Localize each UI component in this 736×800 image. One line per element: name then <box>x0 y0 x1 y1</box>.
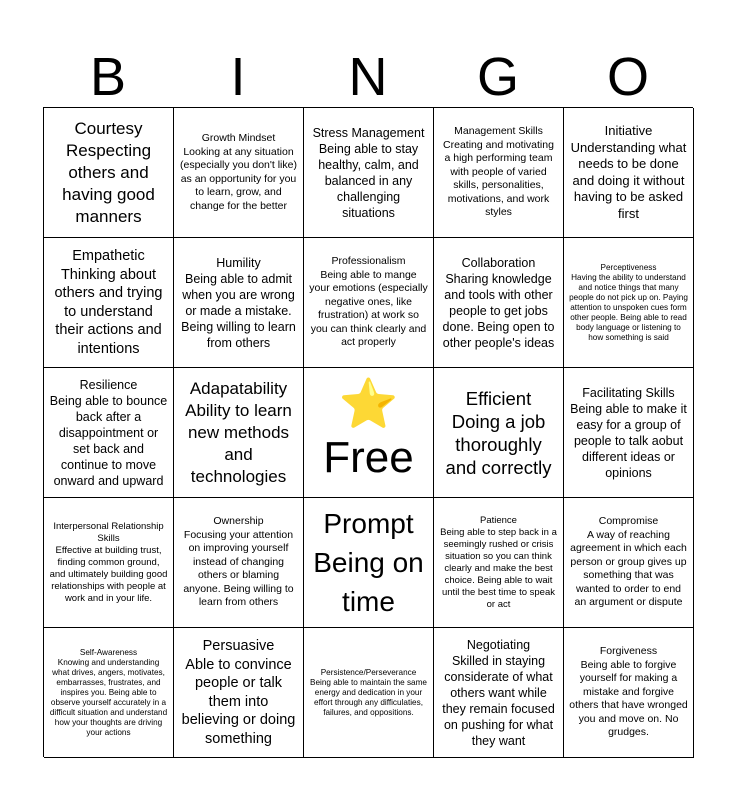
cell-text: Humility Being able to admit when you are wrong or made a mistake. Being willing to learn from others <box>181 255 296 350</box>
bingo-cell[interactable] <box>44 368 174 498</box>
bingo-cell[interactable] <box>174 238 304 368</box>
bingo-cell[interactable] <box>434 238 564 368</box>
header-letter-b: B <box>89 47 127 107</box>
cell-text: Initiative Understanding what needs to be done and doing it without having to be asked first <box>570 123 687 221</box>
bingo-cell[interactable] <box>44 108 174 238</box>
bingo-cell[interactable] <box>44 498 174 628</box>
cell-text: Perceptiveness Having the ability to understand and notice things that many people do not pick up on. Paying attention to unspoken cues form other people. Being able to read body language or listening to how something is said <box>569 262 688 342</box>
bingo-header <box>43 48 693 106</box>
bingo-cell[interactable] <box>304 498 434 628</box>
cell-text: Efficient Doing a job thoroughly and correctly <box>445 387 552 478</box>
bingo-cell[interactable] <box>434 108 564 238</box>
header-letter-g: G <box>476 47 519 107</box>
bingo-cell[interactable] <box>564 238 694 368</box>
cell-text: Self-Awareness Knowing and understanding what drives, angers, motivates, embarrasses, frustrates, and inspires you. Being able to observe yourself accurately in a difficult situation and understand how your thoughts are driving your actions <box>49 647 168 737</box>
bingo-grid <box>43 107 693 757</box>
bingo-cell[interactable] <box>304 238 434 368</box>
cell-text: Persuasive Able to convince people or talk them into believing or doing something <box>181 638 296 747</box>
cell-text: Facilitating Skills Being able to make it easy for a group of people to talk aobut different ideas or opinions <box>570 385 687 480</box>
cell-text: Resilience Being able to bounce back after a disappointment or set back and continue to move onward and upward <box>49 377 168 488</box>
bingo-cell[interactable] <box>434 498 564 628</box>
bingo-cell[interactable] <box>564 368 694 498</box>
bingo-cell[interactable] <box>434 368 564 498</box>
cell-text: Management Skills Creating and motivating a high performing team with people of varied skills, personalities, motivations, and work styles <box>443 125 554 219</box>
bingo-cell[interactable] <box>564 498 694 628</box>
header-letter-n: N <box>348 47 388 107</box>
header-letter-i: I <box>230 47 246 107</box>
bingo-cell[interactable] <box>174 628 304 758</box>
cell-text: Stress Management Being able to stay healthy, calm, and balanced in any challenging situations <box>312 125 425 220</box>
bingo-cell[interactable] <box>564 108 694 238</box>
cell-text: Persistence/Perseverance Being able to maintain the same energy and dedication in your effort through any difficulaties, failures, and oppositions. <box>310 667 427 717</box>
bingo-cell[interactable] <box>44 628 174 758</box>
bingo-cell[interactable] <box>174 368 304 498</box>
star-icon: ⭐ <box>338 377 399 431</box>
cell-text: Compromise A way of reaching agreement in which each person or group gives up something that was wanted to order to end an argument or dispute <box>570 515 687 609</box>
cell-text: Negotiating Skilled in staying considerate of what others want while they remain focused on pushing for what they want <box>442 637 555 748</box>
cell-text: Empathetic Thinking about others and trying to understand their actions and intentions <box>54 248 163 357</box>
bingo-cell[interactable] <box>304 108 434 238</box>
bingo-cell[interactable] <box>44 238 174 368</box>
cell-text: Patience Being able to step back in a seemingly rushed or crisis situation so you can think clearly and make the best choice. Being able to wait until the best time to speak or act <box>440 514 557 610</box>
cell-text: Ownership Focusing your attention on improving yourself instead of changing others or blaming anyone. Being willing to learn from others <box>183 515 294 609</box>
cell-text: Courtesy Respecting others and having good manners <box>62 118 155 226</box>
bingo-cell[interactable] <box>174 108 304 238</box>
cell-text: Adapatability Ability to learn new methods and technologies <box>185 378 292 486</box>
free-space[interactable] <box>304 368 434 498</box>
header-letter-o: O <box>606 47 649 107</box>
cell-text: Professionalism Being able to mange your emotions (especially negative ones, like frustration) at work so you can think clearly and act properly <box>309 255 428 349</box>
cell-text: Growth Mindset Looking at any situation (especially you don't like) as an opportunity for you to learn, grow, and change for the better <box>180 132 297 212</box>
bingo-cell[interactable] <box>434 628 564 758</box>
bingo-cell[interactable] <box>174 498 304 628</box>
free-label: Free <box>323 432 414 482</box>
cell-text: Collaboration Sharing knowledge and tools with other people to get jobs done. Being open to other people's ideas <box>442 255 555 350</box>
bingo-cell[interactable] <box>304 628 434 758</box>
cell-text: Forgiveness Being able to forgive yourself for making a mistake and forgive others that have wronged you and move on. No grudges. <box>569 645 688 739</box>
cell-text: Interpersonal Relationship Skills Effective at building trust, finding common ground, and ultimately building good relationships with people at work and in your life. <box>49 520 168 604</box>
bingo-cell[interactable] <box>564 628 694 758</box>
cell-text: Prompt Being on time <box>313 508 424 617</box>
